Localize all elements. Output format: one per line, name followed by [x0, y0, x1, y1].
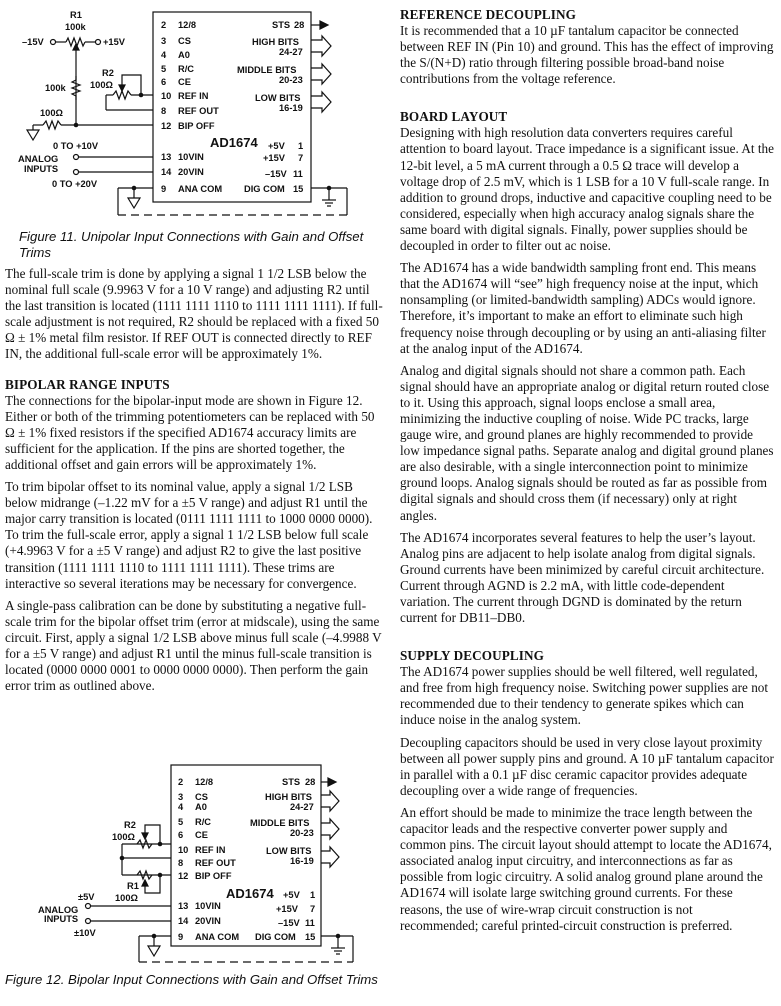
board-layout-paragraph-1: Designing with high resolution data converters requires careful attention to board layout. Trace impedance is a significant issue. At the 12-bit level, a 5 mA current through a 0.5 Ω trace will develop a voltage drop of 2.5 mV, which is 1 LSB for a 10 V full-scale range. In addition to ground drops, inductive and capacitive coupling need to be considered, especially when high accuracy analog signals share the same board with digital signals. Finally, power supplies should be decoupled in order to filter out ac noise. — [400, 125, 774, 254]
svg-text:10: 10 — [178, 845, 189, 855]
svg-text:13: 13 — [178, 901, 189, 911]
svg-text:6: 6 — [161, 77, 167, 87]
r1-value: 100k — [65, 22, 86, 32]
fig12-r2-value: 100Ω — [112, 832, 135, 842]
svg-text:R/C: R/C — [195, 817, 212, 827]
svg-text:9: 9 — [178, 932, 184, 942]
pin-rc: R/C — [178, 64, 195, 74]
input-20v-range: 0 TO +20V — [52, 179, 98, 189]
supply-decoupling-paragraph-2: Decoupling capacitors should be used in very close layout proximity between all power supply pins and ground. A 10 µF tantalum capacitor in parallel with a 0.1 µF disc ceramic capacitor provides adequate decoupling over a wide range of frequencies. — [400, 734, 774, 798]
svg-text:6: 6 — [178, 830, 184, 840]
svg-text:DIG COM: DIG COM — [244, 184, 285, 194]
svg-text:REF OUT: REF OUT — [195, 858, 236, 868]
reference-decoupling-paragraph: It is recommended that a 10 µF tantalum capacitor be connected between REF IN (Pin 10) and ground. This has the effect of improving the S/(N+D) ratio through filtering possible broad-band noise contributions from the voltage reference. — [400, 23, 774, 87]
svg-text:7: 7 — [298, 153, 304, 163]
svg-text:12/8: 12/8 — [195, 777, 214, 787]
svg-text:4: 4 — [161, 50, 167, 60]
figure-12-caption: Figure 12. Bipolar Input Connections with Gain and Offset Trims — [5, 972, 378, 987]
svg-text:14: 14 — [178, 916, 189, 926]
fig12-analog-inputs-2: INPUTS — [44, 914, 79, 924]
supply-decoupling-paragraph-1: The AD1674 power supplies should be well filtered, well regulated, and free from high frequency noise. Switching power supplies are not recommended due to their tendency to generate spikes which can induce noise in the analog system. — [400, 664, 769, 728]
pin-ce: CE — [178, 77, 191, 87]
svg-text:+5V: +5V — [283, 890, 300, 900]
svg-text:9: 9 — [161, 184, 167, 194]
svg-text:HIGH BITS: HIGH BITS — [252, 37, 300, 47]
svg-text:BIP OFF: BIP OFF — [195, 871, 232, 881]
svg-text:20VIN: 20VIN — [195, 916, 221, 926]
fig12-analog-inputs-1: ANALOG — [38, 905, 79, 915]
svg-text:+15V: +15V — [276, 904, 298, 914]
svg-text:A0: A0 — [195, 802, 207, 812]
r2-value: 100Ω — [90, 80, 113, 90]
analog-inputs-label-2: INPUTS — [24, 164, 59, 174]
left-text-block — [5, 266, 385, 694]
pos-supply-label: +15V — [103, 37, 125, 47]
svg-text:10VIN: 10VIN — [195, 901, 221, 911]
svg-text:15: 15 — [293, 184, 304, 194]
fig12-input-10v-range: ±10V — [74, 928, 96, 938]
svg-text:13: 13 — [161, 152, 172, 162]
svg-text:3: 3 — [161, 36, 167, 46]
full-scale-trim-paragraph: The full-scale trim is done by applying a signal 1 1/2 LSB below the nominal full scale (9.9963 V for a 10 V range) and adjusting R2 until the last transition is located (1111 1111 1110 to 1111 1111 1111). If full-scale adjustment is not required, R2 should be replaced with a fixed 50 Ω ± 1% metal film resistor. If REF OUT is connected directly to REF IN, the additional full-scale error will be approximately 1%. — [5, 266, 383, 362]
svg-text:28: 28 — [294, 20, 305, 30]
svg-text:DIG COM: DIG COM — [255, 932, 296, 942]
svg-text:MIDDLE BITS: MIDDLE BITS — [237, 65, 297, 75]
svg-text:MIDDLE BITS: MIDDLE BITS — [250, 818, 310, 828]
board-layout-paragraph-4: The AD1674 incorporates several features to help the user’s layout. Analog pins are adjacent to help isolate analog from digital signals. Ground currents have been minimized by careful circuit architecture. Current through AGND is 2.2 mA, with little code-dependent variation. The current through DGND is dominated by the return current for DB11–DB0. — [400, 529, 765, 626]
svg-text:16-19: 16-19 — [290, 856, 314, 866]
svg-text:+5V: +5V — [268, 141, 285, 151]
svg-text:+15V: +15V — [263, 153, 285, 163]
bipolar-heading: BIPOLAR RANGE INPUTS — [5, 376, 170, 392]
svg-text:12: 12 — [161, 121, 172, 131]
supply-decoupling-paragraph-3: An effort should be made to minimize the trace length between the capacitor leads and the respective converter power supply and common pins. The circuit layout should attempt to locate the AD1674, associated analog input circuitry, and interconnections as far as possible from logic circuitry. A solid analog ground plane around the AD1674 will isolate large switching ground currents. For these reasons, the use of wire-wrap circuit construction is not recommended; careful printed-circuit construction is preferred. — [400, 804, 772, 933]
r1-label: R1 — [70, 10, 82, 20]
pin-cs: CS — [178, 36, 191, 46]
svg-text:CE: CE — [195, 830, 208, 840]
svg-text:8: 8 — [161, 106, 167, 116]
pin-sts: STS — [272, 20, 291, 30]
figure-11-schematic — [0, 0, 390, 225]
figure-12-schematic — [0, 755, 390, 970]
svg-text:16-19: 16-19 — [279, 103, 303, 113]
svg-text:20-23: 20-23 — [279, 75, 303, 85]
series-resistor-value: 100k — [45, 83, 66, 93]
right-column — [400, 7, 774, 934]
svg-text:8: 8 — [178, 858, 184, 868]
ground-resistor-value: 100Ω — [40, 108, 63, 118]
svg-text:STS: STS — [282, 777, 301, 787]
svg-text:1: 1 — [310, 890, 316, 900]
bipolar-paragraph-3: A single-pass calibration can be done by substituting a negative full-scale trim for the bipolar offset trim (error at midscale), using the same circuit. First, apply a signal 1/2 LSB above minus full scale (–4.9988 V for a ±5 V range) and adjust R1 until the minus full-scale transition is located (0000 0000 0001 to 0000 0000 0000). Then perform the gain error trim as outlined above. — [5, 597, 382, 694]
pin-ref-out: REF OUT — [178, 106, 219, 116]
input-10v-range: 0 TO +10V — [53, 141, 99, 151]
svg-text:11: 11 — [305, 918, 315, 928]
svg-text:–15V: –15V — [265, 169, 287, 179]
svg-text:4: 4 — [178, 802, 184, 812]
svg-text:15: 15 — [305, 932, 316, 942]
neg-supply-label: –15V — [22, 37, 44, 47]
pin-bip-off: BIP OFF — [178, 121, 215, 131]
svg-text:2: 2 — [178, 777, 184, 787]
svg-text:1: 1 — [298, 141, 304, 151]
fig12-input-5v-range: ±5V — [78, 892, 95, 902]
svg-text:24-27: 24-27 — [290, 802, 314, 812]
svg-text:28: 28 — [305, 777, 316, 787]
fig12-r2-label: R2 — [124, 820, 136, 830]
pin-10vin: 10VIN — [178, 152, 204, 162]
svg-text:REF IN: REF IN — [195, 845, 226, 855]
board-layout-paragraph-3: Analog and digital signals should not share a common path. Each signal should have an appropriate analog or digital return routed close to it. Using this approach, signal loops enclose a small area, minimizing the inductive coupling of noise. Wide PC tracks, large gauge wire, and ground planes are highly recommended to provide low impedance signal paths. Separate analog and digital ground planes are also desirable, with a single interconnection point to minimize ground loops. Analog signals should be routed as far as possible from digital signals and should cross them (if necessary) only at right angles. — [400, 362, 774, 523]
svg-text:10: 10 — [161, 91, 172, 101]
fig12-chip-name: AD1674 — [226, 886, 274, 901]
pin-a0: A0 — [178, 50, 190, 60]
svg-text:12: 12 — [178, 871, 189, 881]
svg-text:CS: CS — [195, 792, 208, 802]
analog-inputs-label-1: ANALOG — [18, 154, 59, 164]
svg-text:14: 14 — [161, 167, 172, 177]
svg-text:20-23: 20-23 — [290, 828, 314, 838]
pin-20vin: 20VIN — [178, 167, 204, 177]
svg-text:ANA COM: ANA COM — [195, 932, 240, 942]
pin-12-8: 12/8 — [178, 20, 197, 30]
svg-text:11: 11 — [293, 169, 303, 179]
bipolar-paragraph-2: To trim bipolar offset to its nominal value, apply a signal 1/2 LSB below midrange (–1.22 mV for a ±5 V range) and adjust R1 until the major carry transition is located (0111 1111 1111 to 1000 0000 0000). To trim the full-scale error, apply a signal 1 1/2 LSB below full scale (+4.9963 V for a ±5 V range) and adjust R2 to give the last positive transition (1111 1111 1110 to 1111 1111 1111). These trims are interactive so several iterations may be necessary for convergence. — [5, 479, 373, 591]
supply-decoupling-heading: SUPPLY DECOUPLING — [400, 648, 544, 664]
svg-text:LOW BITS: LOW BITS — [255, 93, 301, 103]
svg-text:5: 5 — [161, 64, 167, 74]
figure-11-caption: Figure 11. Unipolar Input Connections with Gain and Offset Trims — [19, 229, 364, 260]
fig12-r1-value: 100Ω — [115, 893, 138, 903]
bipolar-paragraph-1: The connections for the bipolar-input mode are shown in Figure 12. Either or both of the trimming potentiometers can be replaced with 50 Ω ± 1% fixed resistors if the specified AD1674 accuracy limits are sufficient for the application. If the pins are shorted together, the additional offset and gain errors will be approximately 1%. — [5, 392, 375, 472]
chip-name: AD1674 — [210, 135, 258, 150]
svg-text:24-27: 24-27 — [279, 47, 303, 57]
svg-text:–15V: –15V — [278, 918, 300, 928]
svg-text:HIGH BITS: HIGH BITS — [265, 792, 313, 802]
svg-text:7: 7 — [310, 904, 316, 914]
pin-ana-com: ANA COM — [178, 184, 223, 194]
reference-decoupling-heading: REFERENCE DECOUPLING — [400, 7, 577, 22]
pin-ref-in: REF IN — [178, 91, 209, 101]
svg-text:2: 2 — [161, 20, 167, 30]
svg-text:LOW BITS: LOW BITS — [266, 846, 312, 856]
svg-text:3: 3 — [178, 792, 184, 802]
board-layout-paragraph-2: The AD1674 has a wide bandwidth sampling front end. This means that the AD1674 will “see” high frequency noise at the input, which nonsampling (or limited-bandwidth sampling) ADCs would ignore. Therefore, it’s important to make an effort to eliminate such high frequency noise through decoupling or by using an anti-aliasing filter at the analog input of the AD1674. — [400, 260, 766, 356]
board-layout-heading: BOARD LAYOUT — [400, 109, 508, 125]
r2-label: R2 — [102, 68, 114, 78]
fig12-r1-label: R1 — [127, 881, 139, 891]
svg-text:5: 5 — [178, 817, 184, 827]
